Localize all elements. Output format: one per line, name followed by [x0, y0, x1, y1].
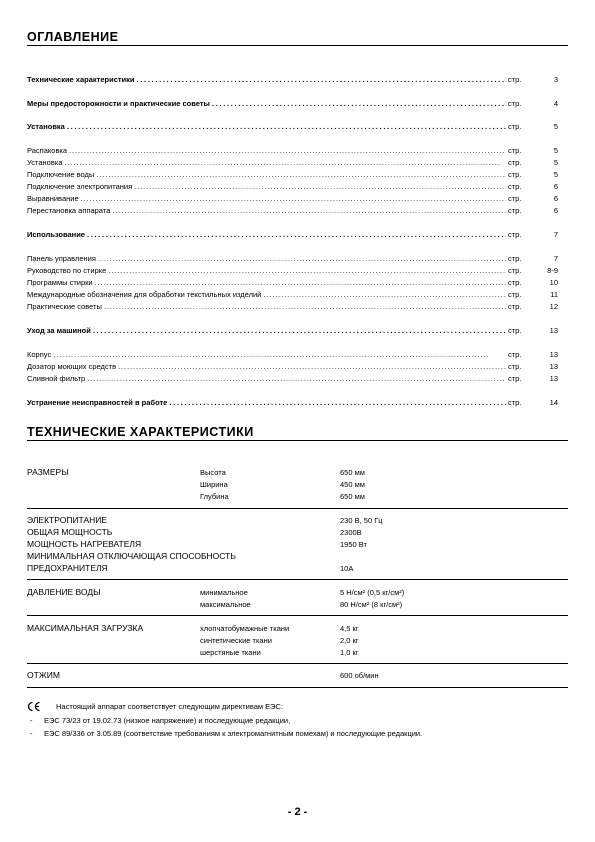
bullet: -: [30, 716, 33, 725]
toc-entry[interactable]: [27, 324, 558, 335]
toc-page-abbrev: стр.: [508, 290, 522, 299]
toc-entry[interactable]: [27, 168, 558, 179]
toc-leader-dots: [134, 182, 506, 191]
toc-entry-title: Устранение неисправностей в работе: [27, 398, 168, 407]
toc-entry[interactable]: [27, 73, 558, 84]
toc-entry-title: Дозатор моющих средств: [27, 362, 117, 371]
toc-entry-title: Корпус: [27, 350, 52, 359]
toc-leader-dots: [108, 266, 506, 275]
toc-page-abbrev: стр.: [508, 206, 522, 215]
toc-page-number: 12: [549, 302, 558, 311]
toc-entry-title: Панель управления: [27, 254, 96, 263]
ce-mark-icon: [27, 701, 41, 712]
toc-page-number: 13: [549, 326, 558, 335]
toc-page-number: 8-9: [547, 266, 558, 275]
divider: [27, 615, 568, 616]
bullet: -: [30, 729, 33, 738]
page-number: - 2 -: [287, 806, 308, 818]
toc-entry-title: Установка: [27, 158, 63, 167]
power-supply-label: ЭЛЕКТРОПИТАНИЕ: [27, 515, 108, 525]
toc-page-abbrev: стр.: [508, 266, 522, 275]
toc-page-abbrev: стр.: [508, 350, 522, 359]
toc-page-abbrev: стр.: [508, 302, 522, 311]
toc-leader-dots: [137, 75, 506, 84]
toc-leader-dots: [104, 302, 506, 311]
divider: [27, 508, 568, 509]
breaking-capacity-label: МИНИМАЛЬНАЯ ОТКЛЮЧАЮЩАЯ СПОСОБНОСТЬ: [27, 551, 236, 561]
toc-entry-title: Уход за машиной: [27, 326, 91, 335]
toc-entry[interactable]: [27, 144, 558, 155]
toc-page-number: 3: [553, 75, 558, 84]
toc-page-abbrev: стр.: [508, 326, 522, 335]
wool-label: шерстяные ткани: [200, 648, 261, 657]
total-power-value: 2300В: [340, 528, 362, 537]
toc-entry[interactable]: [27, 348, 558, 359]
toc-entry-title: Технические характеристики: [27, 75, 135, 84]
divider: [27, 579, 568, 580]
toc-page-abbrev: стр.: [508, 398, 522, 407]
toc-entry-title: Подключение воды: [27, 170, 95, 179]
toc-page-abbrev: стр.: [508, 158, 522, 167]
depth-value: 650 мм: [340, 492, 365, 501]
toc-leader-dots: [118, 362, 506, 371]
toc-heading: ОГЛАВЛЕНИЕ: [27, 30, 568, 46]
toc-page-abbrev: стр.: [508, 75, 522, 84]
toc-entry[interactable]: [27, 288, 558, 299]
spin-value: 600 об/мин: [340, 671, 379, 680]
toc-entry[interactable]: [27, 300, 558, 311]
toc-entry-title: Подключение электропитания: [27, 182, 133, 191]
toc-page-abbrev: стр.: [508, 194, 522, 203]
toc-page-abbrev: стр.: [508, 99, 522, 108]
toc-leader-dots: [87, 230, 506, 239]
toc-page-number: 5: [553, 146, 558, 155]
toc-page-abbrev: стр.: [508, 374, 522, 383]
water-min-label: минимальное: [200, 588, 248, 597]
toc-page-abbrev: стр.: [508, 230, 522, 239]
synthetic-value: 2,0 кг: [340, 636, 359, 645]
toc-entry-title: Меры предосторожности и практические советы: [27, 99, 210, 108]
toc-leader-dots: [53, 350, 506, 359]
toc-page-abbrev: стр.: [508, 278, 522, 287]
cotton-value: 4,5 кг: [340, 624, 359, 633]
toc-page-abbrev: стр.: [508, 254, 522, 263]
divider: [27, 663, 568, 664]
toc-entry-title: Руководство по стирке: [27, 266, 107, 275]
toc-page-number: 5: [553, 170, 558, 179]
toc-page-number: 13: [549, 374, 558, 383]
toc-entry[interactable]: [27, 204, 558, 215]
water-max-value: 80 Н/см² (8 кг/см²): [340, 600, 403, 609]
toc-entry-title: Установка: [27, 122, 65, 131]
toc-leader-dots: [95, 278, 506, 287]
specs-heading: ТЕХНИЧЕСКИЕ ХАРАКТЕРИСТИКИ: [27, 425, 568, 441]
depth-label: Глубина: [200, 492, 229, 501]
max-load-label: МАКСИМАЛЬНАЯ ЗАГРУЗКА: [27, 623, 144, 633]
toc-entry[interactable]: [27, 228, 558, 239]
toc-leader-dots: [93, 326, 506, 335]
toc-page-number: 10: [549, 278, 558, 287]
toc-page-abbrev: стр.: [508, 146, 522, 155]
toc-entry[interactable]: [27, 396, 558, 407]
toc-leader-dots: [98, 254, 506, 263]
toc-entry-title: Перестановка аппарата: [27, 206, 111, 215]
compliance-item: ЕЭС 89/336 от 3.05.89 (соответствие требованиям к электромагнитным помехам) и последующие редакции.: [44, 729, 423, 738]
toc-entry-title: Распаковка: [27, 146, 68, 155]
toc-leader-dots: [169, 398, 506, 407]
toc-page-number: 7: [553, 254, 558, 263]
toc-page-number: 14: [549, 398, 558, 407]
toc-leader-dots: [67, 122, 506, 131]
width-label: Ширина: [200, 480, 228, 489]
toc-page-number: 4: [553, 99, 558, 108]
toc-page-abbrev: стр.: [508, 182, 522, 191]
heater-power-label: МОЩНОСТЬ НАГРЕВАТЕЛЯ: [27, 539, 142, 549]
height-label: Высота: [200, 468, 226, 477]
cotton-label: хлопчатобумажные ткани: [200, 624, 290, 633]
toc-entry-title: Практические советы: [27, 302, 102, 311]
toc-entry[interactable]: [27, 264, 558, 275]
heater-power-value: 1950 Вт: [340, 540, 367, 549]
width-value: 450 мм: [340, 480, 365, 489]
toc-page-abbrev: стр.: [508, 362, 522, 371]
toc-entry-title: Программы стирки: [27, 278, 93, 287]
toc-leader-dots: [263, 290, 506, 299]
compliance-item: ЕЭС 73/23 от 19.02.73 (низкое напряжение) и последующие редакции,: [44, 716, 291, 725]
power-supply-value: 230 В, 50 Гц: [340, 516, 383, 525]
toc-entry-title: Использование: [27, 230, 85, 239]
toc-leader-dots: [81, 194, 506, 203]
toc-entry[interactable]: [27, 360, 558, 371]
total-power-label: ОБЩАЯ МОЩНОСТЬ: [27, 527, 113, 537]
water-min-value: 5 Н/см² (0,5 кг/см²): [340, 588, 405, 597]
water-pressure-label: ДАВЛЕНИЕ ВОДЫ: [27, 587, 101, 597]
toc-leader-dots: [212, 99, 506, 108]
toc-page-number: 6: [553, 182, 558, 191]
divider: [27, 687, 568, 688]
wool-value: 1,0 кг: [340, 648, 359, 657]
toc-page-number: 5: [553, 122, 558, 131]
toc-entry[interactable]: [27, 276, 558, 287]
toc-entry[interactable]: [27, 192, 558, 203]
fuse-label: ПРЕДОХРАНИТЕЛЯ: [27, 563, 108, 573]
toc-page-abbrev: стр.: [508, 122, 522, 131]
synthetic-label: синтетические ткани: [200, 636, 272, 645]
toc-entry[interactable]: [27, 252, 558, 263]
toc-page-number: 7: [553, 230, 558, 239]
toc-entry[interactable]: [27, 180, 558, 191]
toc-leader-dots: [96, 170, 506, 179]
toc-leader-dots: [69, 146, 506, 155]
height-value: 650 мм: [340, 468, 365, 477]
spin-label: ОТЖИМ: [27, 670, 60, 680]
toc-entry-title: Международные обозначения для обработки текстильных изделий: [27, 290, 262, 299]
toc-entry[interactable]: [27, 97, 558, 108]
toc-page-number: 6: [553, 206, 558, 215]
toc-page-number: 13: [549, 362, 558, 371]
water-max-label: максимальное: [200, 600, 251, 609]
dimensions-label: РАЗМЕРЫ: [27, 467, 69, 477]
toc-page-abbrev: стр.: [508, 170, 522, 179]
toc-page-number: 11: [550, 290, 558, 299]
toc-page-number: 5: [553, 158, 558, 167]
toc-leader-dots: [64, 158, 506, 167]
toc-entry[interactable]: [27, 372, 558, 383]
toc-entry-title: Выравнивание: [27, 194, 79, 203]
toc-page-number: 6: [553, 194, 558, 203]
toc-leader-dots: [112, 206, 506, 215]
toc-entry-title: Сливной фильтр: [27, 374, 86, 383]
toc-entry[interactable]: [27, 120, 558, 131]
toc-entry[interactable]: [27, 156, 558, 167]
fuse-value: 10А: [340, 564, 354, 573]
toc-page-number: 13: [549, 350, 558, 359]
compliance-intro: Настоящий аппарат соответствует следующим директивам ЕЭС:: [56, 702, 284, 711]
toc-leader-dots: [87, 374, 506, 383]
